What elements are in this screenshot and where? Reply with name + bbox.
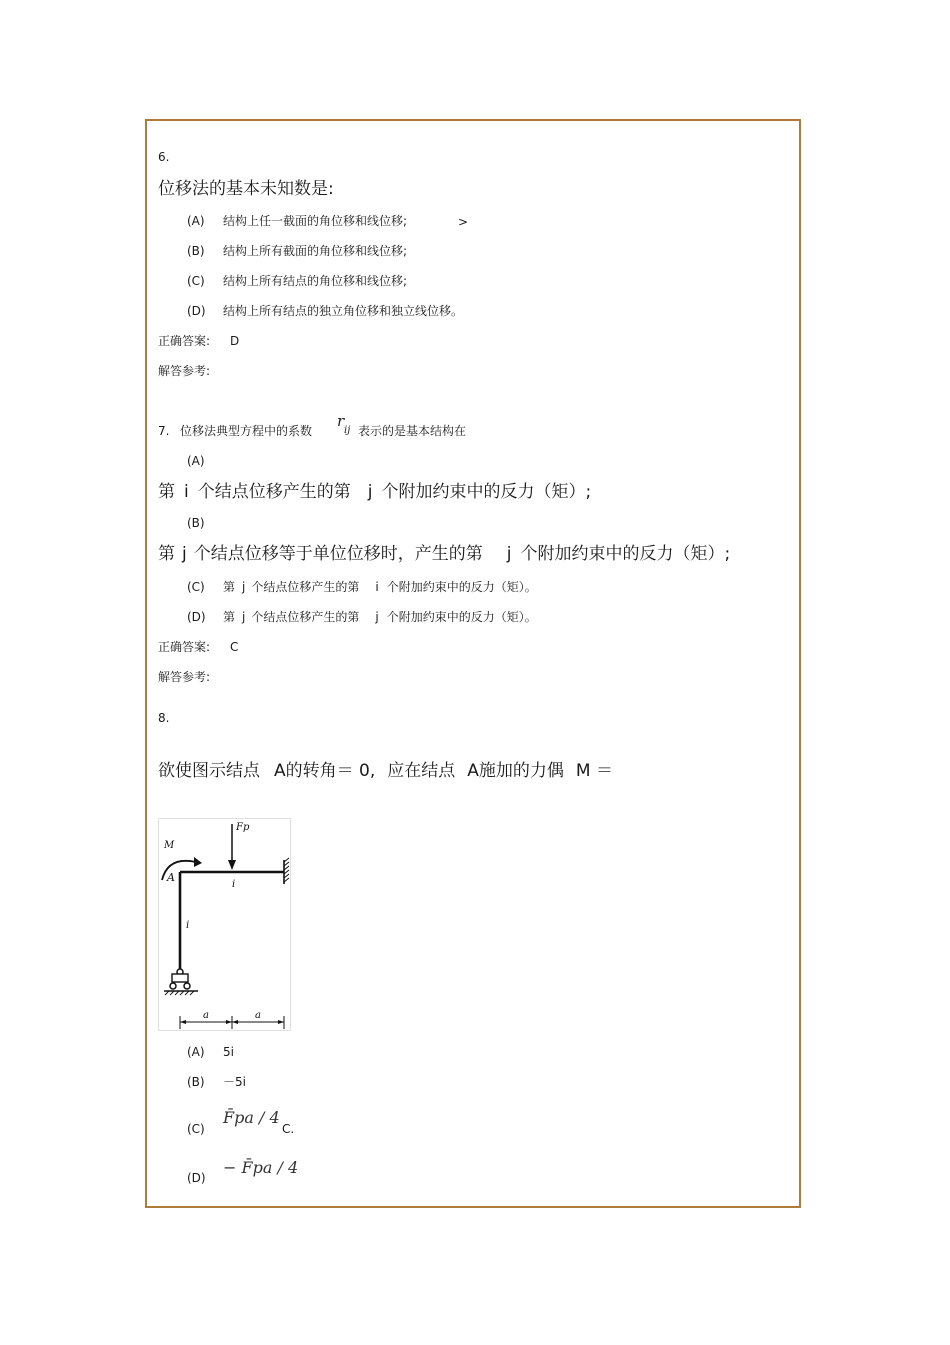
q7-option-b-text [158,546,730,563]
text-part: 欲使图示结点 [158,761,260,781]
text-part: 应在结点 [387,761,456,781]
q6-stem: 位移法的基本未知数是: [158,179,334,199]
q8-option-a-text: 5i [223,1045,234,1059]
rij-symbol [336,413,356,437]
q6-reference-label: 解答参考: [158,364,211,378]
q7-number: 7. [158,424,170,438]
var-j: j [367,482,373,502]
q8-option-c-label: (C) [187,1122,205,1136]
q6-option-c-label: (C) [187,274,205,288]
text-part: 第 [158,482,175,502]
q6-number: 6. [158,150,170,164]
q7-answer: C [230,640,239,654]
q8-option-d-label: (D) [187,1171,206,1185]
var-i: i [375,580,379,594]
q6-option-d-text: 结构上所有结点的独立角位移和独立线位移。 [223,304,464,318]
label-fp: Fp [236,822,250,833]
var-i: i [184,482,189,502]
q8-number: 8. [158,711,170,725]
q6-option-a-label: (A) [187,214,205,228]
label-a-node: A [167,871,175,884]
label-dim-a2: a [255,1010,261,1021]
text-part: 个结点位移产生的第 [251,580,360,594]
q7-stem-part2: 表示的是基本结构在 [358,424,467,438]
label-i-column: i [186,920,190,931]
q7-option-b-label: (B) [187,516,205,530]
q6-option-d-label: (D) [187,304,206,318]
q6-answer-label: 正确答案: [158,334,211,348]
text-part: 第 [223,610,236,624]
text-part: 个附加约束中的反力（矩）。 [386,610,537,624]
text-part: 第 [223,580,236,594]
var-j: j [375,610,379,624]
q8-stem [158,763,613,780]
text-part: 个附加约束中的反力（矩）; [381,482,592,502]
q8-option-c-formula: F̄pa / 4 [223,1108,280,1127]
text-part: 个结点位移产生的第 [251,610,360,624]
var-j: j [182,544,187,564]
text-part: 个附加约束中的反力（矩）。 [386,580,537,594]
text-part: 个结点位移产生的第 [197,482,351,502]
text-part: M ＝ [575,761,613,781]
q6-option-b-label: (B) [187,244,205,258]
text-part: A施加的力偶 [467,761,564,781]
q6-option-a-marker: > [458,215,469,229]
q6-answer: D [230,334,240,348]
var-j: j [506,544,512,564]
var-j: j [242,580,246,594]
svg-text:ij: ij [344,425,351,436]
frame-structure-figure [158,818,292,1032]
q8-option-b-label: (B) [187,1075,205,1089]
label-dim-a1: a [203,1010,209,1021]
text-part: A的转角＝ 0, [274,761,376,781]
q8-option-a-label: (A) [187,1045,205,1059]
text-part: 个结点位移等于单位位移时，产生的第 [193,544,483,564]
q6-option-a-text: 结构上任一截面的角位移和线位移; [223,214,408,228]
q8-option-d-formula: − F̄pa / 4 [223,1158,299,1177]
q7-option-c-text [223,581,537,593]
q7-stem-part1: 位移法典型方程中的系数 [180,424,313,438]
text-part: 第 [158,544,175,564]
q6-option-c-text: 结构上所有结点的角位移和线位移; [223,274,408,288]
q7-option-d-label: (D) [187,610,206,624]
q6-option-b-text: 结构上所有截面的角位移和线位移; [223,244,408,258]
q7-option-d-text [223,611,537,623]
label-m: M [164,840,175,851]
q7-option-c-label: (C) [187,580,205,594]
var-j: j [242,610,246,624]
label-i-beam: i [232,879,236,890]
q7-answer-label: 正确答案: [158,640,211,654]
q8-option-c-suffix: C. [282,1122,295,1136]
q7-option-a-text [158,484,591,501]
text-part: 个附加约束中的反力（矩）; [520,544,731,564]
q7-reference-label: 解答参考: [158,670,211,684]
q8-option-b-text: －5i [223,1075,246,1089]
svg-text:r: r [337,413,345,430]
q7-option-a-label: (A) [187,454,205,468]
